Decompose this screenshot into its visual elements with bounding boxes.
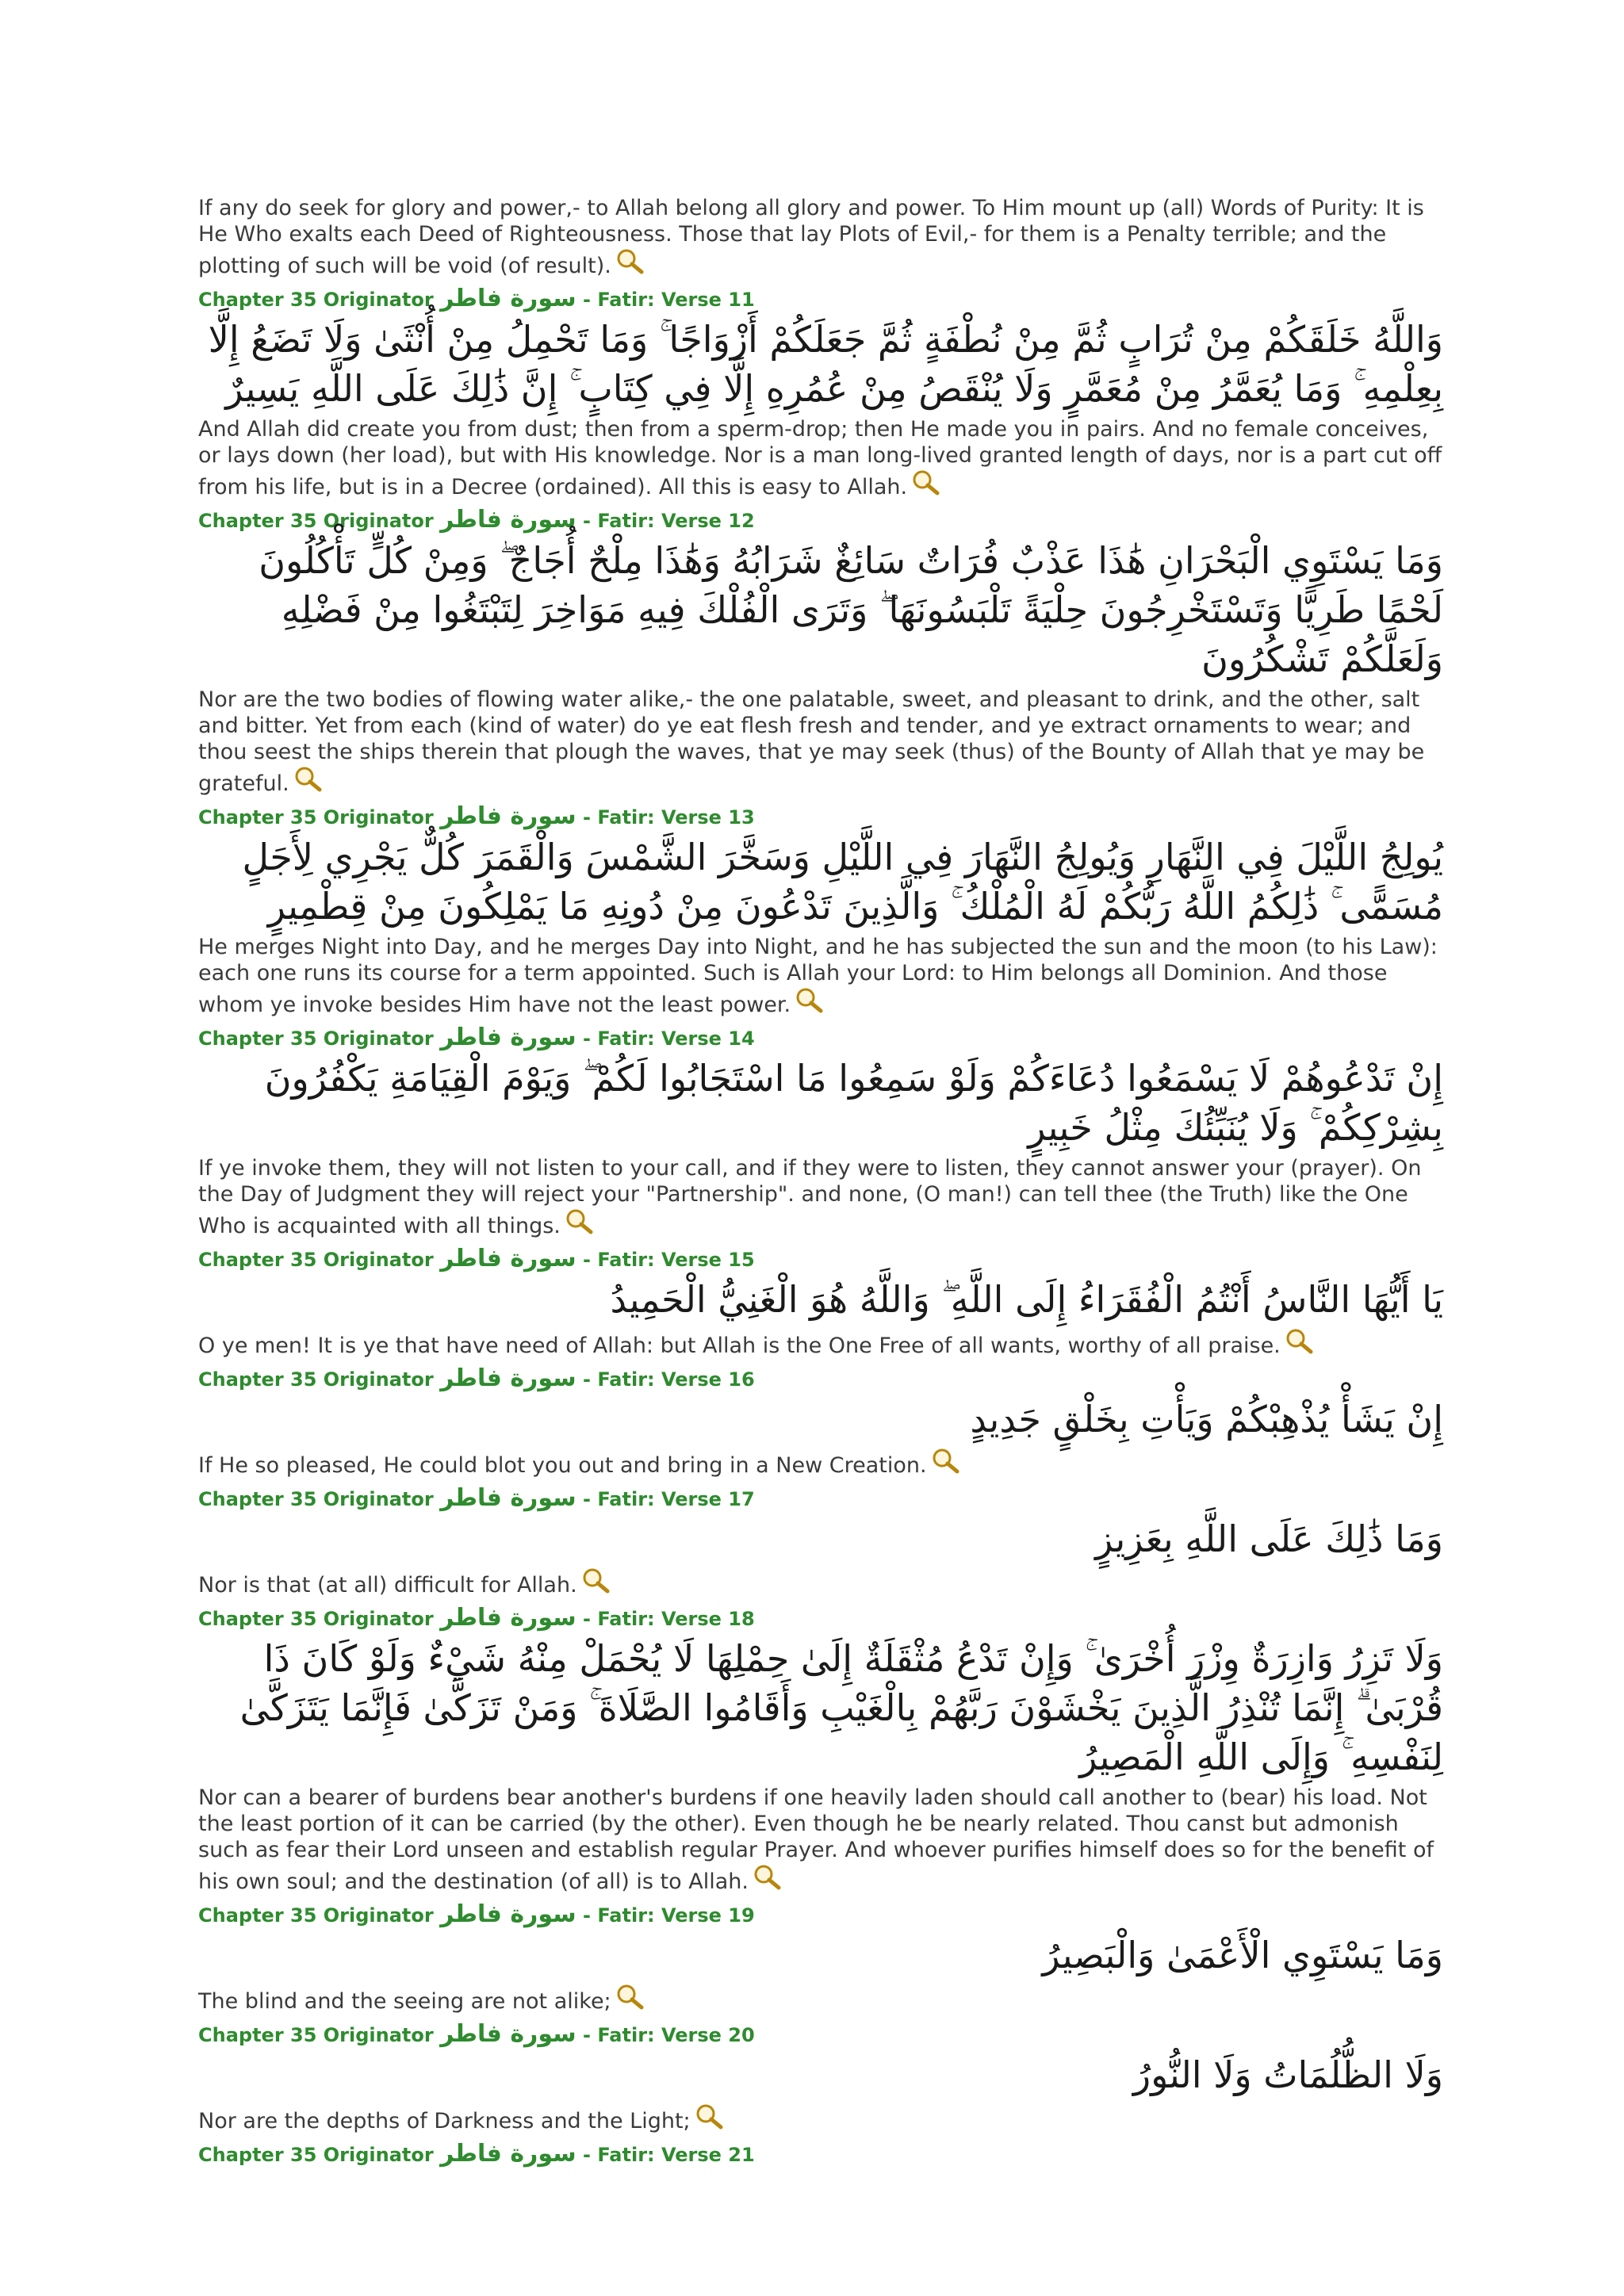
- chapter-label: Chapter 35 Originator: [198, 1368, 434, 1391]
- verse-header: Chapter 35 Originator سورة فاطر - Fatir: Verse 21: [198, 2140, 755, 2168]
- sura-name-arabic: سورة فاطر: [440, 1604, 576, 1632]
- arabic-verse: يَا أَيُّهَا النَّاسُ أَنْتُمُ الْفُقَرَاءُ إِلَى اللَّهِ ۖ وَاللَّهُ هُوَ الْغَنِيُّ الْحَمِيدُ: [610, 1278, 1443, 1321]
- verse-translation: He merges Night into Day, and he merges Day into Night, and he has subjected the sun and the moon (to his Law): each one runs its course for a term appointed. Such is Allah your Lord: to Him belongs all Dominion. And those whom ye invoke besides Him have not the least power.: [198, 934, 1443, 1021]
- verse-header: [198, 1485, 1443, 1513]
- chapter-label: Chapter 35 Originator: [198, 1488, 434, 1510]
- verse-number-label: - Fatir: Verse 20: [583, 2024, 755, 2046]
- verse-translation: If ye invoke them, they will not listen to your call, and if they were to listen, they cannot answer your (prayer). On the Day of Judgment they will reject your "Partnership". and none, (O man!) can tell thee (the Truth) like the One Who is acquainted with all things.: [198, 1155, 1443, 1242]
- magnifier-icon[interactable]: [293, 765, 324, 800]
- magnifier-icon[interactable]: [694, 2103, 726, 2137]
- magnifier-icon[interactable]: [910, 469, 942, 503]
- magnifier-icon[interactable]: [794, 986, 825, 1021]
- magnifier-icon[interactable]: [615, 247, 646, 282]
- verse-number-label: - Fatir: Verse 17: [583, 1488, 755, 1510]
- sura-name-arabic: سورة فاطر: [440, 1245, 576, 1272]
- verse-number-label: - Fatir: Verse 16: [583, 1368, 755, 1391]
- arabic-verse: وَاللَّهُ خَلَقَكُمْ مِنْ تُرَابٍ ثُمَّ مِنْ نُطْفَةٍ ثُمَّ جَعَلَكُمْ أَزْوَاجًا ۚ وَمَا تَحْمِلُ مِنْ أُنْثَىٰ وَلَا تَضَعُ إِلَّا بِعِلْمِهِ ۚ وَمَا يُعَمَّرُ مِنْ مُعَمَّرٍ وَلَا يُنْقَصُ مِنْ عُمُرِهِ إِلَّا فِي كِتَابٍ ۚ إِنَّ ذَٰلِكَ عَلَى اللَّهِ يَسِيرٌ: [208, 318, 1443, 410]
- chapter-label: Chapter 35 Originator: [198, 1608, 434, 1630]
- arabic-verse: إِنْ تَدْعُوهُمْ لَا يَسْمَعُوا دُعَاءَكُمْ وَلَوْ سَمِعُوا مَا اسْتَجَابُوا لَكُمْ ۖ وَيَوْمَ الْقِيَامَةِ يَكْفُرُونَ بِشِرْكِكُمْ ۚ وَلَا يُنَبِّئُكَ مِثْلُ خَبِيرٍ: [264, 1057, 1443, 1149]
- arabic-verse: إِنْ يَشَأْ يُذْهِبْكُمْ وَيَأْتِ بِخَلْقٍ جَدِيدٍ: [970, 1398, 1443, 1441]
- verse-header: [198, 1605, 1443, 1632]
- verse-number-label: - Fatir: Verse 19: [583, 1904, 755, 1927]
- magnifier-icon[interactable]: [615, 1983, 646, 2018]
- verse-number-label: - Fatir: Verse 15: [583, 1249, 755, 1271]
- magnifier-icon[interactable]: [752, 1863, 783, 1898]
- verse-translation: And Allah did create you from dust; then from a sperm-drop; then He made you in pairs. And no female conceives, or lays down (her load), but with His knowledge. Nor is a man long-lived granted length of days, nor is a part cut off from his life, but is in a Decree (ordained). All this is easy to Allah.: [198, 416, 1443, 503]
- verse-block: [198, 1901, 1443, 2018]
- verse-number-label: - Fatir: Verse 13: [583, 806, 755, 828]
- verse-block: [198, 285, 1443, 503]
- page-content: [198, 195, 1443, 2168]
- chapter-label: Chapter 35 Originator: [198, 289, 434, 311]
- verse-block: [198, 1024, 1443, 1242]
- verse-header: [198, 2021, 1443, 2049]
- magnifier-icon[interactable]: [930, 1447, 962, 1482]
- verse-number-label: - Fatir: Verse 11: [583, 289, 755, 311]
- verse-block: [198, 507, 1443, 800]
- verse-block: [198, 2021, 1443, 2137]
- sura-name-arabic: سورة فاطر: [440, 1024, 576, 1051]
- chapter-label: Chapter 35 Originator: [198, 806, 434, 828]
- sura-name-arabic: سورة فاطر: [440, 1900, 576, 1928]
- verse-translation: Nor can a bearer of burdens bear another's burdens if one heavily laden should call another to (bear) his load. Not the least portion of it can be carried (by the other). Even though he be nearly related. Thou canst but admonish such as fear their Lord unseen and establish regular Prayer. And whoever purifies himself does so for the benefit of his own soul; and the destination (of all) is to Allah.: [198, 1785, 1443, 1898]
- verse-header: [198, 285, 1443, 313]
- sura-name-arabic: سورة فاطر: [440, 802, 576, 830]
- chapter-label: Chapter 35 Originator: [198, 1249, 434, 1271]
- arabic-verse: وَمَا يَسْتَوِي الْبَحْرَانِ هَٰذَا عَذْبٌ فُرَاتٌ سَائِغٌ شَرَابُهُ وَهَٰذَا مِلْحٌ أُجَاجٌ ۖ وَمِنْ كُلٍّ تَأْكُلُونَ لَحْمًا طَرِيًّا وَتَسْتَخْرِجُونَ حِلْيَةً تَلْبَسُونَهَا ۖ وَتَرَى الْفُلْكَ فِيهِ مَوَاخِرَ لِتَبْتَغُوا مِنْ فَضْلِهِ وَلَعَلَّكُمْ تَشْكُرُونَ: [259, 539, 1443, 680]
- verse-header: [198, 1365, 1443, 1393]
- sura-name-arabic: سورة فاطر: [440, 1484, 576, 1512]
- magnifier-icon[interactable]: [1284, 1327, 1316, 1362]
- verse-block: [198, 1365, 1443, 1482]
- verse-header: [198, 1024, 1443, 1052]
- sura-name-arabic: سورة فاطر: [440, 2020, 576, 2048]
- arabic-verse: وَلَا تَزِرُ وَازِرَةٌ وِزْرَ أُخْرَىٰ ۚ وَإِنْ تَدْعُ مُثْقَلَةٌ إِلَىٰ حِمْلِهَا لَا يُحْمَلْ مِنْهُ شَيْءٌ وَلَوْ كَانَ ذَا قُرْبَىٰ ۗ إِنَّمَا تُنْذِرُ الَّذِينَ يَخْشَوْنَ رَبَّهُمْ بِالْغَيْبِ وَأَقَامُوا الصَّلَاةَ ۚ وَمَنْ تَزَكَّىٰ فَإِنَّمَا يَتَزَكَّىٰ لِنَفْسِهِ ۚ وَإِلَى اللَّهِ الْمَصِيرُ: [239, 1637, 1443, 1778]
- chapter-label: Chapter 35 Originator: [198, 1904, 434, 1927]
- arabic-verse: وَمَا ذَٰلِكَ عَلَى اللَّهِ بِعَزِيزٍ: [1095, 1517, 1443, 1560]
- sura-name-arabic: سورة فاطر: [440, 506, 576, 534]
- verse-header: [198, 507, 1443, 534]
- verse-list: [198, 285, 1443, 2137]
- verse-number-label: - Fatir: Verse 18: [583, 1608, 755, 1630]
- verse-translation: If He so pleased, He could blot you out and bring in a New Creation.: [198, 1447, 1443, 1482]
- verse-translation: O ye men! It is ye that have need of Allah: but Allah is the One Free of all wants, worthy of all praise.: [198, 1327, 1443, 1362]
- verse-header: [198, 803, 1443, 831]
- verse-10-translation: If any do seek for glory and power,- to Allah belong all glory and power. To Him mount up (all) Words of Purity: It is He Who exalts each Deed of Righteousness. Those that lay Plots of Evil,- for them is a Penalty terrible; and the plotting of such will be void (of result).: [198, 195, 1443, 282]
- chapter-label: Chapter 35 Originator: [198, 510, 434, 532]
- arabic-verse: وَلَا الظُّلُمَاتُ وَلَا النُّورُ: [1132, 2053, 1443, 2096]
- verse-header: [198, 1901, 1443, 1929]
- arabic-verse: وَمَا يَسْتَوِي الْأَعْمَىٰ وَالْبَصِيرُ: [1042, 1934, 1443, 1976]
- verse-block: [198, 1246, 1443, 1362]
- sura-name-arabic: سورة فاطر: [440, 1364, 576, 1392]
- verse-block: [198, 803, 1443, 1021]
- chapter-label: Chapter 35 Originator: [198, 1027, 434, 1050]
- magnifier-icon[interactable]: [564, 1207, 596, 1242]
- verse-number-label: - Fatir: Verse 12: [583, 510, 755, 532]
- arabic-verse: يُولِجُ اللَّيْلَ فِي النَّهَارِ وَيُولِجُ النَّهَارَ فِي اللَّيْلِ وَسَخَّرَ الشَّمْسَ وَالْقَمَرَ كُلٌّ يَجْرِي لِأَجَلٍ مُسَمًّى ۚ ذَٰلِكُمُ اللَّهُ رَبُّكُمْ لَهُ الْمُلْكُ ۚ وَالَّذِينَ تَدْعُونَ مِنْ دُونِهِ مَا يَمْلِكُونَ مِنْ قِطْمِيرٍ: [242, 836, 1443, 928]
- sura-name-arabic: سورة فاطر: [440, 285, 576, 312]
- chapter-label: Chapter 35 Originator: [198, 2024, 434, 2046]
- verse-number-label: - Fatir: Verse 14: [583, 1027, 755, 1050]
- verse-translation: Nor are the depths of Darkness and the Light;: [198, 2103, 1443, 2137]
- verse-block: [198, 1485, 1443, 1601]
- verse-translation: The blind and the seeing are not alike;: [198, 1983, 1443, 2018]
- verse-header: [198, 1246, 1443, 1273]
- verse-block: [198, 1605, 1443, 1898]
- magnifier-icon[interactable]: [580, 1567, 612, 1601]
- verse-translation: Nor are the two bodies of flowing water alike,- the one palatable, sweet, and pleasant to drink, and the other, salt and bitter. Yet from each (kind of water) do ye eat flesh fresh and tender, and ye extract ornaments to wear; and thou seest the ships therein that plough the waves, that ye may seek (thus) of the Bounty of Allah that ye may be grateful.: [198, 687, 1443, 800]
- verse-translation: Nor is that (at all) difficult for Allah.: [198, 1567, 1443, 1601]
